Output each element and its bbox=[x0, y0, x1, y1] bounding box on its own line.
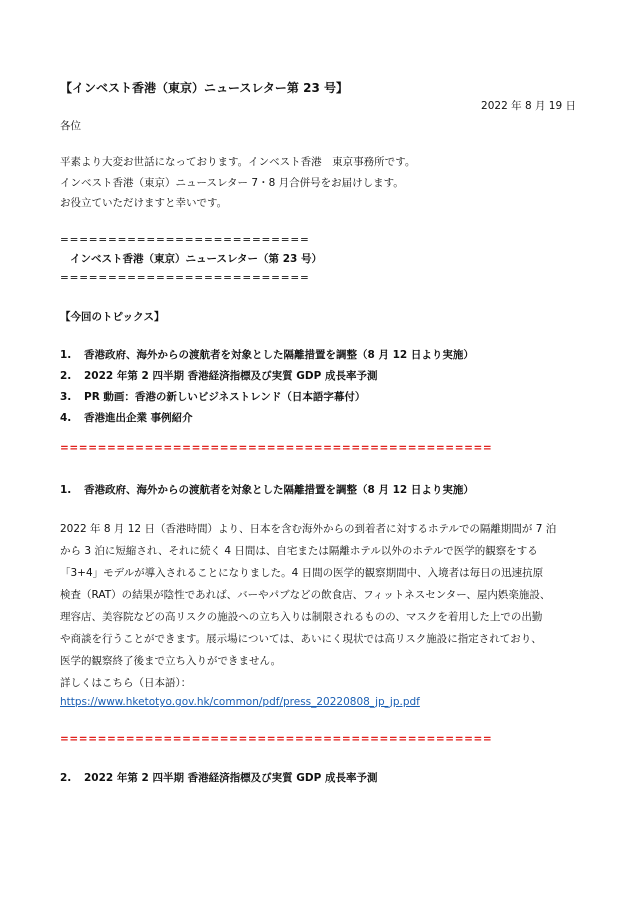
section1-body-line: 検査（RAT）の結果が陰性であれば、バーやパブなどの飲食店、フィットネスセンター、屋内娯楽施設、 bbox=[60, 589, 551, 601]
topic-number: 3. bbox=[60, 391, 72, 403]
banner-heading: インベスト香港（東京）ニュースレター（第 23 号） bbox=[70, 253, 322, 265]
topic-item[interactable] bbox=[60, 366, 474, 387]
section1-heading bbox=[60, 483, 474, 499]
banner-rule-bottom: ========================== bbox=[60, 272, 310, 284]
banner-rule-top: ========================== bbox=[60, 234, 310, 246]
newsletter-title: 【インベスト香港（東京）ニュースレター第 23 号】 bbox=[60, 81, 348, 95]
section2-heading bbox=[60, 771, 378, 787]
topic-item[interactable] bbox=[60, 345, 474, 366]
section1-body-line: 理容店、美容院などの高リスクの施設への立ち入りは制限されるものの、マスクを着用した上での出勤 bbox=[60, 611, 543, 623]
issue-date: 2022 年 8 月 19 日 bbox=[481, 100, 576, 112]
press-release-link[interactable]: https://www.hketotyo.gov.hk/common/pdf/press_20220808_jp_jp.pdf bbox=[60, 696, 420, 708]
topic-number: 2. bbox=[60, 370, 72, 382]
topics-list bbox=[60, 345, 474, 429]
topic-text: 2022 年第 2 四半期 香港経済指標及び実質 GDP 成長率予測 bbox=[84, 370, 378, 382]
section1-body-line: 2022 年 8 月 12 日（香港時間）より、日本を含む海外からの到着者に対するホテルでの隔離期間が 7 泊 bbox=[60, 523, 557, 535]
topic-text: 香港進出企業 事例紹介 bbox=[84, 412, 193, 424]
section2-number: 2. bbox=[60, 772, 72, 784]
intro-line-2: インベスト香港（東京）ニュースレター 7・8 月合併号をお届けします。 bbox=[60, 177, 404, 189]
topic-number: 4. bbox=[60, 412, 72, 424]
intro-line-3: お役立ていただけますと幸いです。 bbox=[60, 197, 228, 209]
section1-body-line: 医学的観察終了後まで立ち入りができません。 bbox=[60, 655, 282, 667]
topics-heading: 【今回のトピックス】 bbox=[60, 311, 165, 323]
section1-body-line: や商談を行うことができます。展示場については、あいにく現状では高リスク施設に指定されており、 bbox=[60, 633, 542, 645]
topic-item[interactable] bbox=[60, 387, 474, 408]
section2-title: 2022 年第 2 四半期 香港経済指標及び実質 GDP 成長率予測 bbox=[84, 772, 378, 784]
section1-number: 1. bbox=[60, 484, 72, 496]
topic-item[interactable] bbox=[60, 408, 474, 429]
details-label: 詳しくはこちら（日本語）： bbox=[60, 677, 192, 689]
topic-text: 香港政府、海外からの渡航者を対象とした隔離措置を調整（8 月 12 日より実施） bbox=[84, 349, 474, 361]
topic-text: PR 動画：香港の新しいビジネストレンド（日本語字幕付） bbox=[84, 391, 366, 403]
section1-body-line: 「3+4」モデルが導入されることになりました。4 日間の医学的観察期間中、入境者は毎日の迅速抗原 bbox=[60, 567, 544, 579]
topic-number: 1. bbox=[60, 349, 72, 361]
section1-body bbox=[60, 518, 580, 672]
red-divider-2: ============================================== bbox=[60, 733, 493, 745]
section1-body-line: から 3 泊に短縮され、それに続く 4 日間は、自宅または隔離ホテル以外のホテルで医学的観察をする bbox=[60, 545, 538, 557]
salutation: 各位 bbox=[60, 120, 81, 132]
section1-title: 香港政府、海外からの渡航者を対象とした隔離措置を調整（8 月 12 日より実施） bbox=[84, 484, 474, 496]
intro-line-1: 平素より大変お世話になっております。インベスト香港 東京事務所です。 bbox=[60, 156, 416, 168]
red-divider-1: ============================================== bbox=[60, 442, 493, 454]
